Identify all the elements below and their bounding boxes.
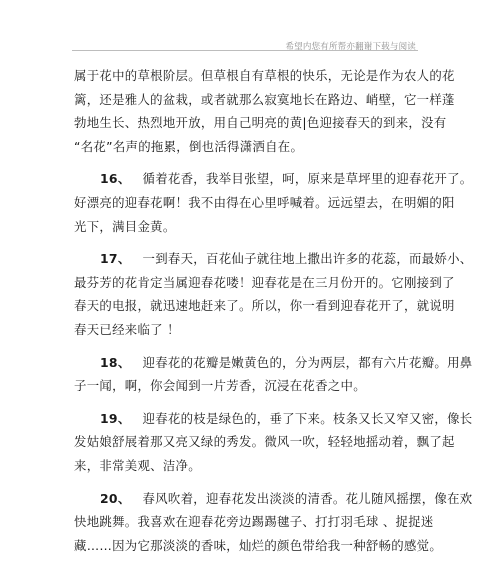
paragraph-number: 17、 <box>100 251 131 267</box>
paragraph-line: 循着花香，我举目张望，呵，原来是草坪里的迎春花开了。 <box>142 171 473 187</box>
paragraph-line: 迎春花的花瓣是嫩黄色的，分为两层，都有六片花瓣。用鼻 <box>142 354 473 370</box>
paragraph-number: 18、 <box>100 354 131 370</box>
paragraph-line: 好漂亮的迎春花啊！我不由得在心里呼喊着。远远望去，在明媚的阳 <box>74 194 455 210</box>
paragraph-continuation <box>74 64 455 158</box>
paragraph-line: 篱，还是雅人的盆栽，或者就那么寂寞地长在路边、峭壁，它一样蓬 <box>74 91 455 107</box>
paragraph-line: 春风吹着，迎春花发出淡淡的清香。花儿随风摇摆，像在欢 <box>142 490 473 506</box>
paragraph-20 <box>74 487 473 558</box>
paragraph-16 <box>74 167 473 238</box>
paragraph-number: 19、 <box>100 410 131 426</box>
paragraph-line: 属于花中的草根阶层。但草根自有草根的快乐，无论是作为农人的花 <box>74 68 455 83</box>
paragraph-number: 16、 <box>100 171 131 187</box>
paragraph-line: 发姑娘舒展着那又亮又绿的秀发。微风一吹，轻轻地摇动着，飘了起 <box>74 434 455 450</box>
paragraph-line: 春天已经来临了 ！ <box>74 321 180 337</box>
paragraph-line: 光下，满目金黄。 <box>74 218 176 234</box>
paragraph-line: 一到春天，百花仙子就往地上撒出许多的花蕊，而最娇小、 <box>142 251 473 267</box>
paragraph-line: “名花”名声的拖累，倒也活得潇洒自在。 <box>74 138 304 154</box>
paragraph-line: 勃地生长、热烈地开放，用自己明亮的黄|色迎接春天的到来，没有 <box>74 115 447 131</box>
paragraph-line: 快地跳舞。我喜欢在迎春花旁边踢踢毽子、打打羽毛球 、捉捉迷 <box>74 514 434 530</box>
paragraph-line: 迎春花的枝是绿色的，垂了下来。枝条又长又窄又密，像长 <box>142 410 473 426</box>
paragraph-number: 20、 <box>100 490 131 506</box>
paragraph-17 <box>74 247 473 341</box>
header-divider <box>72 50 418 51</box>
paragraph-line: 春天的电报，就迅速地赶来了。所以，你一看到迎春花开了，就说明 <box>74 298 455 314</box>
document-body <box>74 64 473 566</box>
paragraph-line: 最芬芳的花肯定当属迎春花喽！迎春花是在三月份开的。它刚接到了 <box>74 274 455 290</box>
paragraph-line: 来，非常美观、洁净。 <box>74 457 201 473</box>
page-header-text: 希望内您有所帮亦翻谢下载与阅读 <box>285 42 416 52</box>
paragraph-19 <box>74 407 473 478</box>
paragraph-line: 藏……因为它那淡淡的香味，灿烂的颜色带给我一种舒畅的感觉。 <box>74 537 443 553</box>
paragraph-line: 子一闻，啊，你会闻到一片芳香，沉浸在花香之中。 <box>74 378 366 394</box>
paragraph-18 <box>74 351 473 398</box>
